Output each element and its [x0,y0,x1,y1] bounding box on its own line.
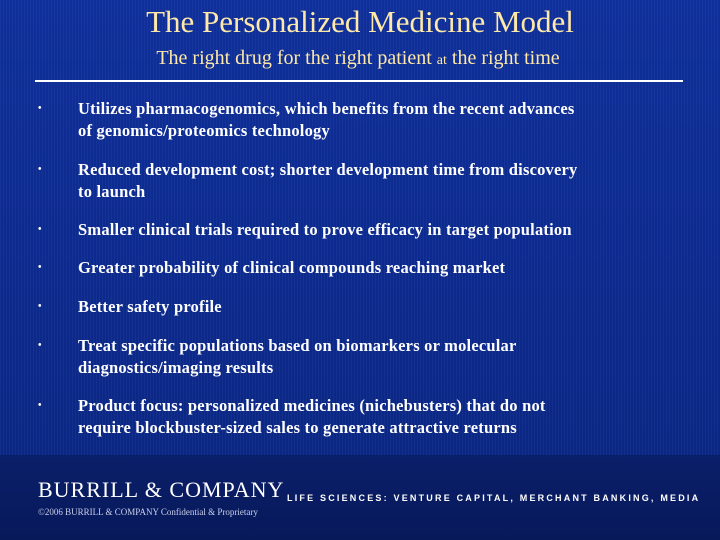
company-tagline: LIFE SCIENCES: VENTURE CAPITAL, MERCHANT BANKING, MEDIA [287,493,701,503]
subtitle-small-word: at [436,53,447,68]
bullet-text-line: Smaller clinical trials required to prove efficacy in target population [78,220,572,239]
slide-subtitle [0,46,716,73]
slide-title: The Personalized Medicine Model [146,4,574,39]
bullet-marker: • [38,164,42,175]
copyright-notice: ©2006 BURRILL & COMPANY Confidential & Proprietary [38,507,258,517]
bullet-text-line: diagnostics/imaging results [78,358,274,377]
bullet-item [38,395,678,439]
bullet-item [38,98,678,142]
bullet-text-line: require blockbuster-sized sales to generate attractive returns [78,418,517,437]
bullet-text-line: Utilizes pharmacogenomics, which benefits from the recent advances [78,99,575,118]
bullet-text-line: Treat specific populations based on biomarkers or molecular [78,336,517,355]
bullet-item [38,257,678,279]
bullet-marker: • [38,400,42,411]
bullet-item [38,296,678,318]
bullet-text-line: to launch [78,182,146,201]
bullet-text-line: Greater probability of clinical compounds reaching market [78,258,506,277]
bullet-text-line: Product focus: personalized medicines (nichebusters) that do not [78,396,546,415]
bullet-text-line: Better safety profile [78,297,222,316]
bullet-item [38,159,678,203]
footer-bar [0,455,720,540]
bullet-item [38,335,678,379]
bullet-marker: • [38,103,42,114]
bullet-list [38,98,678,439]
bullet-marker: • [38,340,42,351]
subtitle-part1: The right drug for the right patient [156,47,437,69]
bullet-marker: • [38,224,42,235]
bullet-marker: • [38,301,42,312]
company-logo: BURRILL & COMPANY [38,477,285,502]
title-divider [35,80,683,82]
bullet-text-line: Reduced development cost; shorter development time from discovery [78,160,578,179]
bullet-marker: • [38,262,42,273]
bullet-item [38,219,678,241]
subtitle-part2: the right time [446,47,560,69]
bullet-text-line: of genomics/proteomics technology [78,121,330,140]
